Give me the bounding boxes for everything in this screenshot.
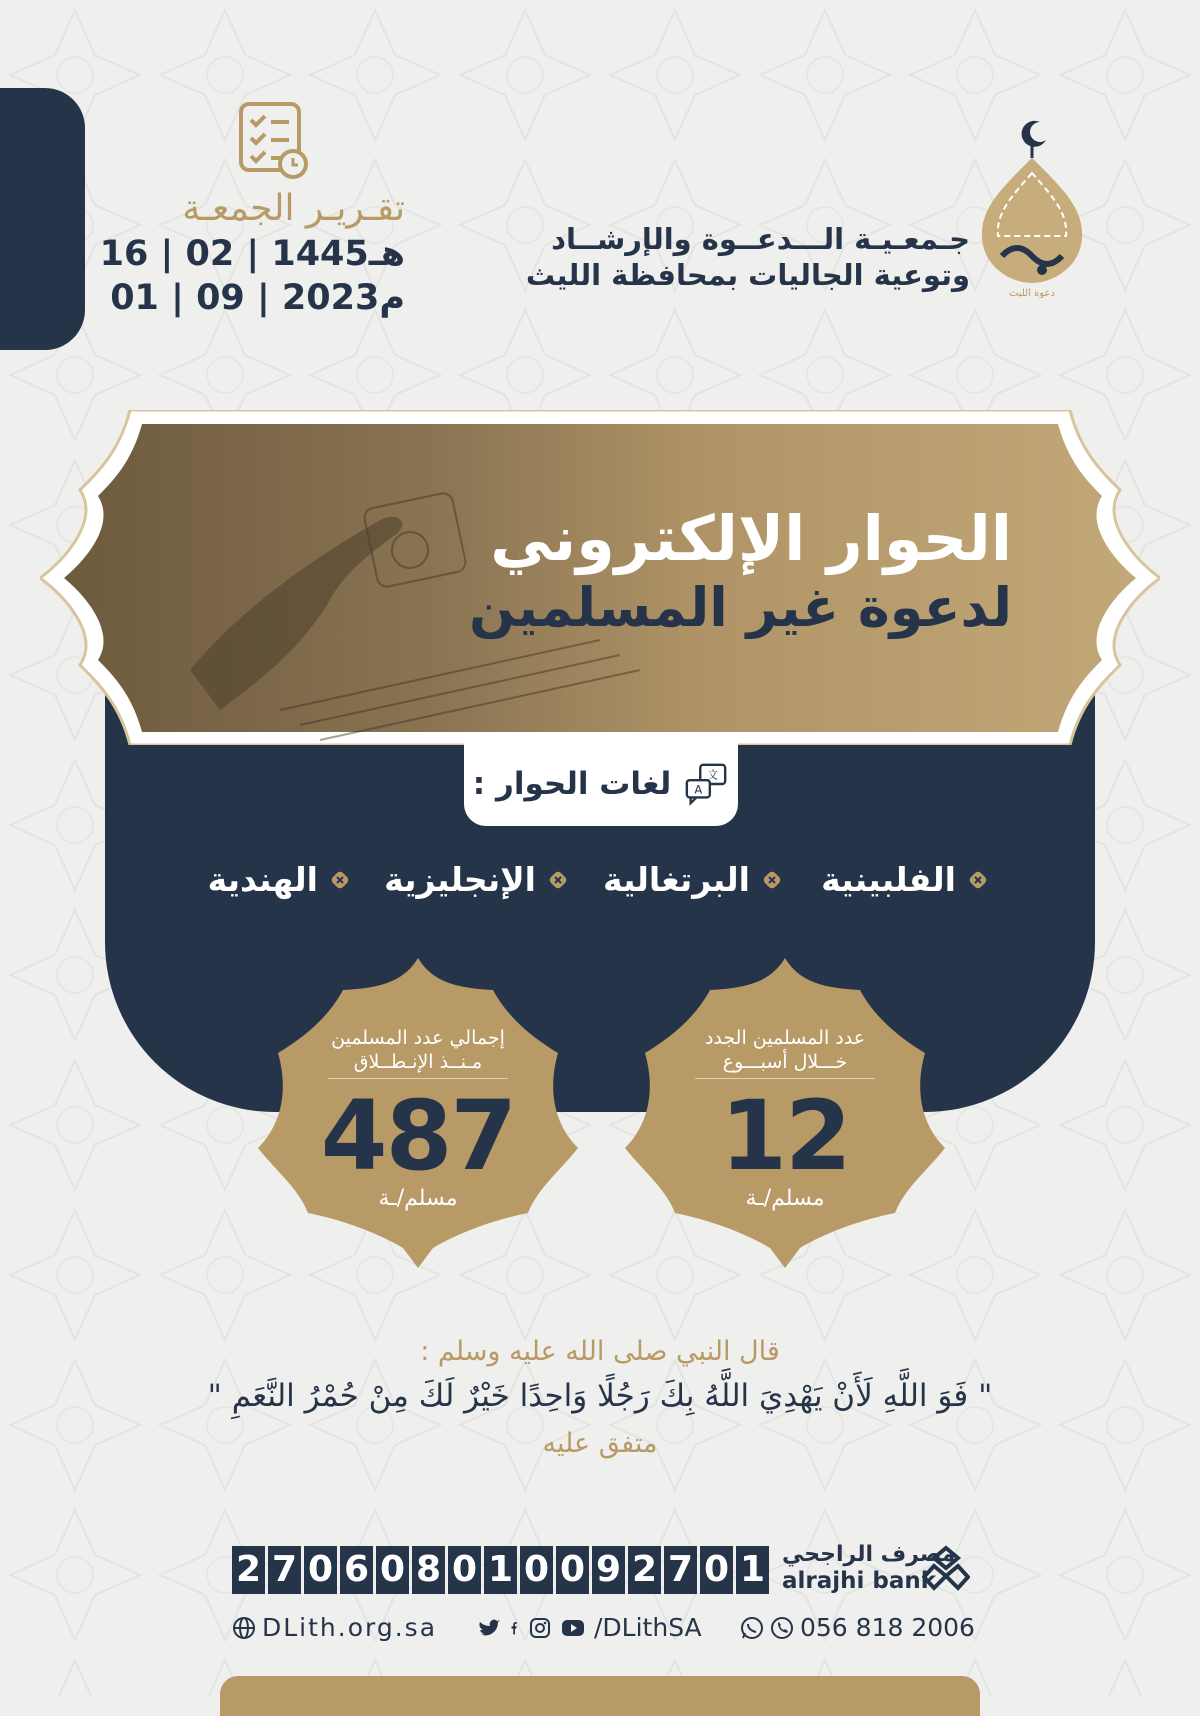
stat-unit: مسلم/ـة [745, 1186, 825, 1211]
account-digit: 2 [628, 1546, 661, 1594]
hadith-intro: قال النبي صلى الله عليه وسلم : [420, 1336, 780, 1367]
languages-label-pill [464, 742, 738, 826]
language-item: الهندية [208, 860, 350, 899]
account-digit: 9 [592, 1546, 625, 1594]
account-digit: 0 [304, 1546, 337, 1594]
org-name-line2: وتوعية الجاليات بمحافظة الليث [525, 258, 970, 292]
facebook-icon [508, 1616, 522, 1640]
stat-badge-weekly [625, 958, 945, 1268]
date-hijri: 16 | 02 | 1445هـ [99, 234, 405, 274]
globe-icon [232, 1616, 256, 1640]
org-name-line1: جـمعـيـة الـــدعــوة والإرشــاد [551, 222, 970, 256]
bullet-icon [548, 870, 568, 890]
contact-social[interactable] [478, 1613, 702, 1642]
contact-website[interactable] [232, 1613, 437, 1642]
phone-number: 056 818 2006 [800, 1613, 975, 1642]
account-digit: 0 [520, 1546, 553, 1594]
banner-title: الحوار الإلكتروني [490, 502, 1012, 575]
account-digit: 1 [484, 1546, 517, 1594]
account-digit: 1 [736, 1546, 769, 1594]
account-digit: 6 [340, 1546, 373, 1594]
bank-account-number [232, 1546, 769, 1594]
stat-value: 487 [320, 1080, 516, 1192]
account-digit: 2 [232, 1546, 265, 1594]
stat-unit: مسلم/ـة [378, 1186, 458, 1211]
account-digit: 7 [664, 1546, 697, 1594]
account-digit: 7 [268, 1546, 301, 1594]
account-digit: 0 [700, 1546, 733, 1594]
bank-logo-icon [922, 1544, 970, 1594]
website-url: DLith.org.sa [262, 1613, 438, 1642]
account-digit: 0 [556, 1546, 589, 1594]
footer-bar [220, 1676, 980, 1716]
account-digit: 8 [412, 1546, 445, 1594]
contact-phone[interactable] [740, 1613, 975, 1642]
language-item: الإنجليزية [384, 860, 568, 899]
bank-name-ar: مصرف الراجحي [782, 1542, 956, 1567]
report-checklist-icon [233, 100, 313, 182]
stat-label: عدد المسلمين الجدد [704, 1027, 866, 1049]
bullet-icon [968, 870, 988, 890]
svg-text:文: 文 [707, 769, 719, 782]
bullet-icon [762, 870, 782, 890]
translate-chat-icon [683, 761, 729, 807]
badge-divider [695, 1078, 875, 1079]
banner-subtitle: لدعوة غير المسلمين [468, 576, 1012, 639]
side-tab [0, 88, 85, 350]
stat-badge-total [258, 958, 578, 1268]
whatsapp-icon [740, 1616, 764, 1640]
bullet-icon [330, 870, 350, 890]
languages-label: لغات الحوار : [472, 766, 672, 802]
stat-label: مـنــذ الإنـطــلاق [353, 1051, 483, 1073]
instagram-icon [528, 1616, 552, 1640]
hadith-text: " فَوَ اللَّهِ لَأَنْ يَهْدِيَ اللَّهُ بِكَ رَجُلًا وَاحِدًا خَيْرٌ لَكَ مِنْ حُمْرُ النَّعَمِ " [207, 1378, 993, 1414]
account-digit: 0 [448, 1546, 481, 1594]
report-title: تقـريـر الجمعـة [182, 188, 405, 229]
phone-icon [770, 1616, 794, 1640]
badge-divider [328, 1078, 508, 1079]
language-item: الفلبينية [821, 860, 988, 899]
date-gregorian: 01 | 09 | 2023م [110, 278, 405, 318]
org-logo-caption: دعوة الليث [1009, 288, 1055, 298]
language-item: البرتغالية [603, 860, 782, 899]
svg-text:A: A [694, 782, 703, 797]
stat-value: 12 [720, 1080, 850, 1192]
account-digit: 0 [376, 1546, 409, 1594]
bank-name-en: alrajhi bank [782, 1568, 937, 1594]
stat-label: إجمالي عدد المسلمين [331, 1027, 505, 1049]
youtube-icon [558, 1616, 588, 1640]
hadith-reference: متفق عليه [542, 1428, 658, 1459]
org-logo [972, 118, 1092, 298]
social-handle: /DLithSA [594, 1613, 702, 1642]
twitter-icon [478, 1616, 502, 1640]
stat-label: خـــلال أسبـــوع [722, 1051, 848, 1073]
